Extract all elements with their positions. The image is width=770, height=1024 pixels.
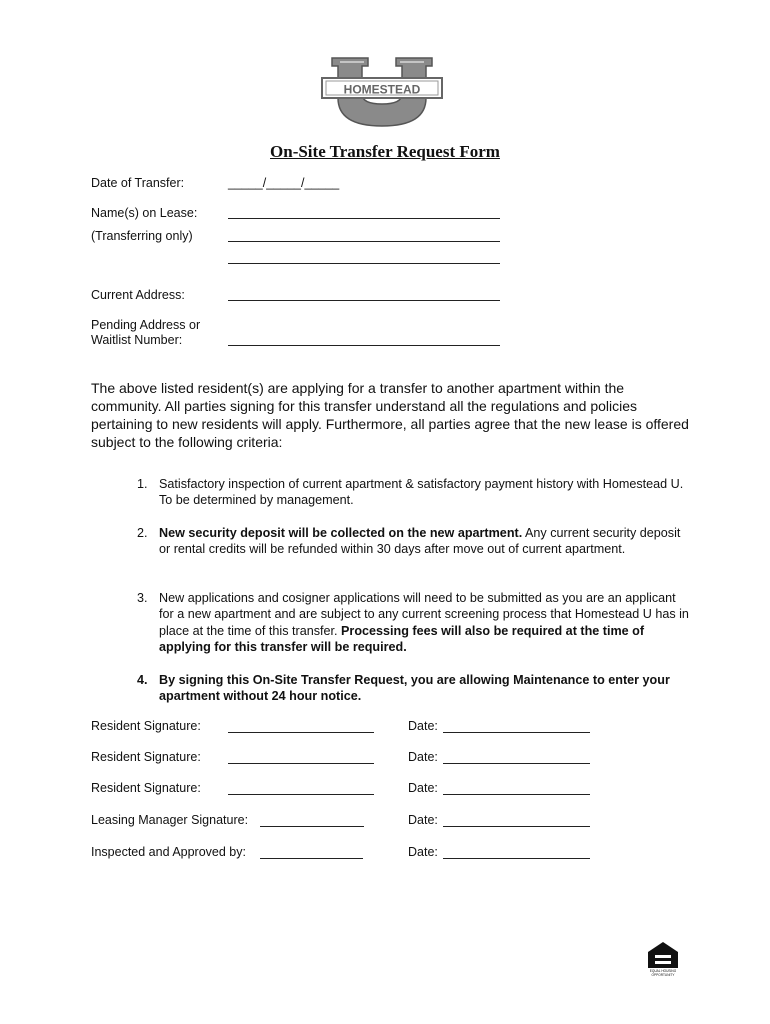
leasing-manager-signature-label: Leasing Manager Signature: xyxy=(91,813,249,827)
date-line[interactable] xyxy=(443,826,590,827)
date-line[interactable] xyxy=(443,794,590,795)
criteria-text: Satisfactory inspection of current apartment & satisfactory payment history with Homestead U. To be determined by management. xyxy=(159,477,684,508)
resident-signature-label: Resident Signature: xyxy=(91,719,201,733)
criteria-number: 2. xyxy=(137,526,148,540)
resident-signature-line[interactable] xyxy=(228,732,374,733)
logo-text: HOMESTEAD xyxy=(343,82,421,97)
pending-address-label-2: Waitlist Number: xyxy=(91,333,183,347)
resident-signature-line[interactable] xyxy=(228,794,374,795)
date-label: Date: xyxy=(408,813,438,827)
criteria-text: New applications and cosigner applications will need to be submitted as you are an applicant for a new apartment and are subject to any current screening process that Homestead U has in place at the time of this transfer. xyxy=(159,591,689,638)
criteria-bold-text: Processing fees will also be required at the time of applying for this transfer will be required. xyxy=(159,623,645,654)
homestead-u-logo xyxy=(320,54,444,130)
criteria-bold-text: By signing this On-Site Transfer Request, you are allowing Maintenance to enter your apartment without 24 hour notice. xyxy=(159,673,670,704)
date-line[interactable] xyxy=(443,763,590,764)
inspected-approved-line[interactable] xyxy=(260,858,363,859)
eho-text-line2: OPPORTUNITY xyxy=(651,973,675,977)
inspected-approved-label: Inspected and Approved by: xyxy=(91,845,246,859)
transferring-only-label: (Transferring only) xyxy=(91,229,193,243)
intro-paragraph: The above listed resident(s) are applying for a transfer to another apartment within the community. All parties signing for this transfer understand all the regulations and policies pertaining to new residents will apply. Furthermore, all parties agree that the new lease is offered subject to the following criteria: xyxy=(91,380,689,450)
date-label: Date: xyxy=(408,750,438,764)
date-label: Date: xyxy=(408,781,438,795)
names-on-lease-line-3[interactable] xyxy=(228,263,500,264)
date-label: Date: xyxy=(408,719,438,733)
criteria-bold-text: New security deposit will be collected on the new apartment. xyxy=(159,526,523,540)
criteria-number: 4. xyxy=(137,673,148,687)
resident-signature-label: Resident Signature: xyxy=(91,750,201,764)
equal-housing-icon xyxy=(646,940,680,978)
date-line[interactable] xyxy=(443,732,590,733)
date-of-transfer-label: Date of Transfer: xyxy=(91,176,185,190)
eho-text-line1: EQUAL HOUSING xyxy=(649,969,677,973)
page-title: On-Site Transfer Request Form xyxy=(270,142,500,161)
names-on-lease-label: Name(s) on Lease: xyxy=(91,206,198,220)
criteria-number: 3. xyxy=(137,591,148,605)
date-of-transfer-field[interactable]: _____/_____/_____ xyxy=(228,176,340,190)
current-address-label: Current Address: xyxy=(91,288,185,302)
current-address-line[interactable] xyxy=(228,300,500,301)
date-line[interactable] xyxy=(443,858,590,859)
resident-signature-label: Resident Signature: xyxy=(91,781,201,795)
criteria-text: Any current security deposit or rental credits will be refunded within 30 days after move out of current apartment. xyxy=(159,526,681,557)
pending-address-label-1: Pending Address or xyxy=(91,318,201,332)
leasing-manager-signature-line[interactable] xyxy=(260,826,364,827)
pending-address-line[interactable] xyxy=(228,345,500,346)
date-label: Date: xyxy=(408,845,438,859)
resident-signature-line[interactable] xyxy=(228,763,374,764)
names-on-lease-line-1[interactable] xyxy=(228,218,500,219)
criteria-number: 1. xyxy=(137,477,148,491)
names-on-lease-line-2[interactable] xyxy=(228,241,500,242)
